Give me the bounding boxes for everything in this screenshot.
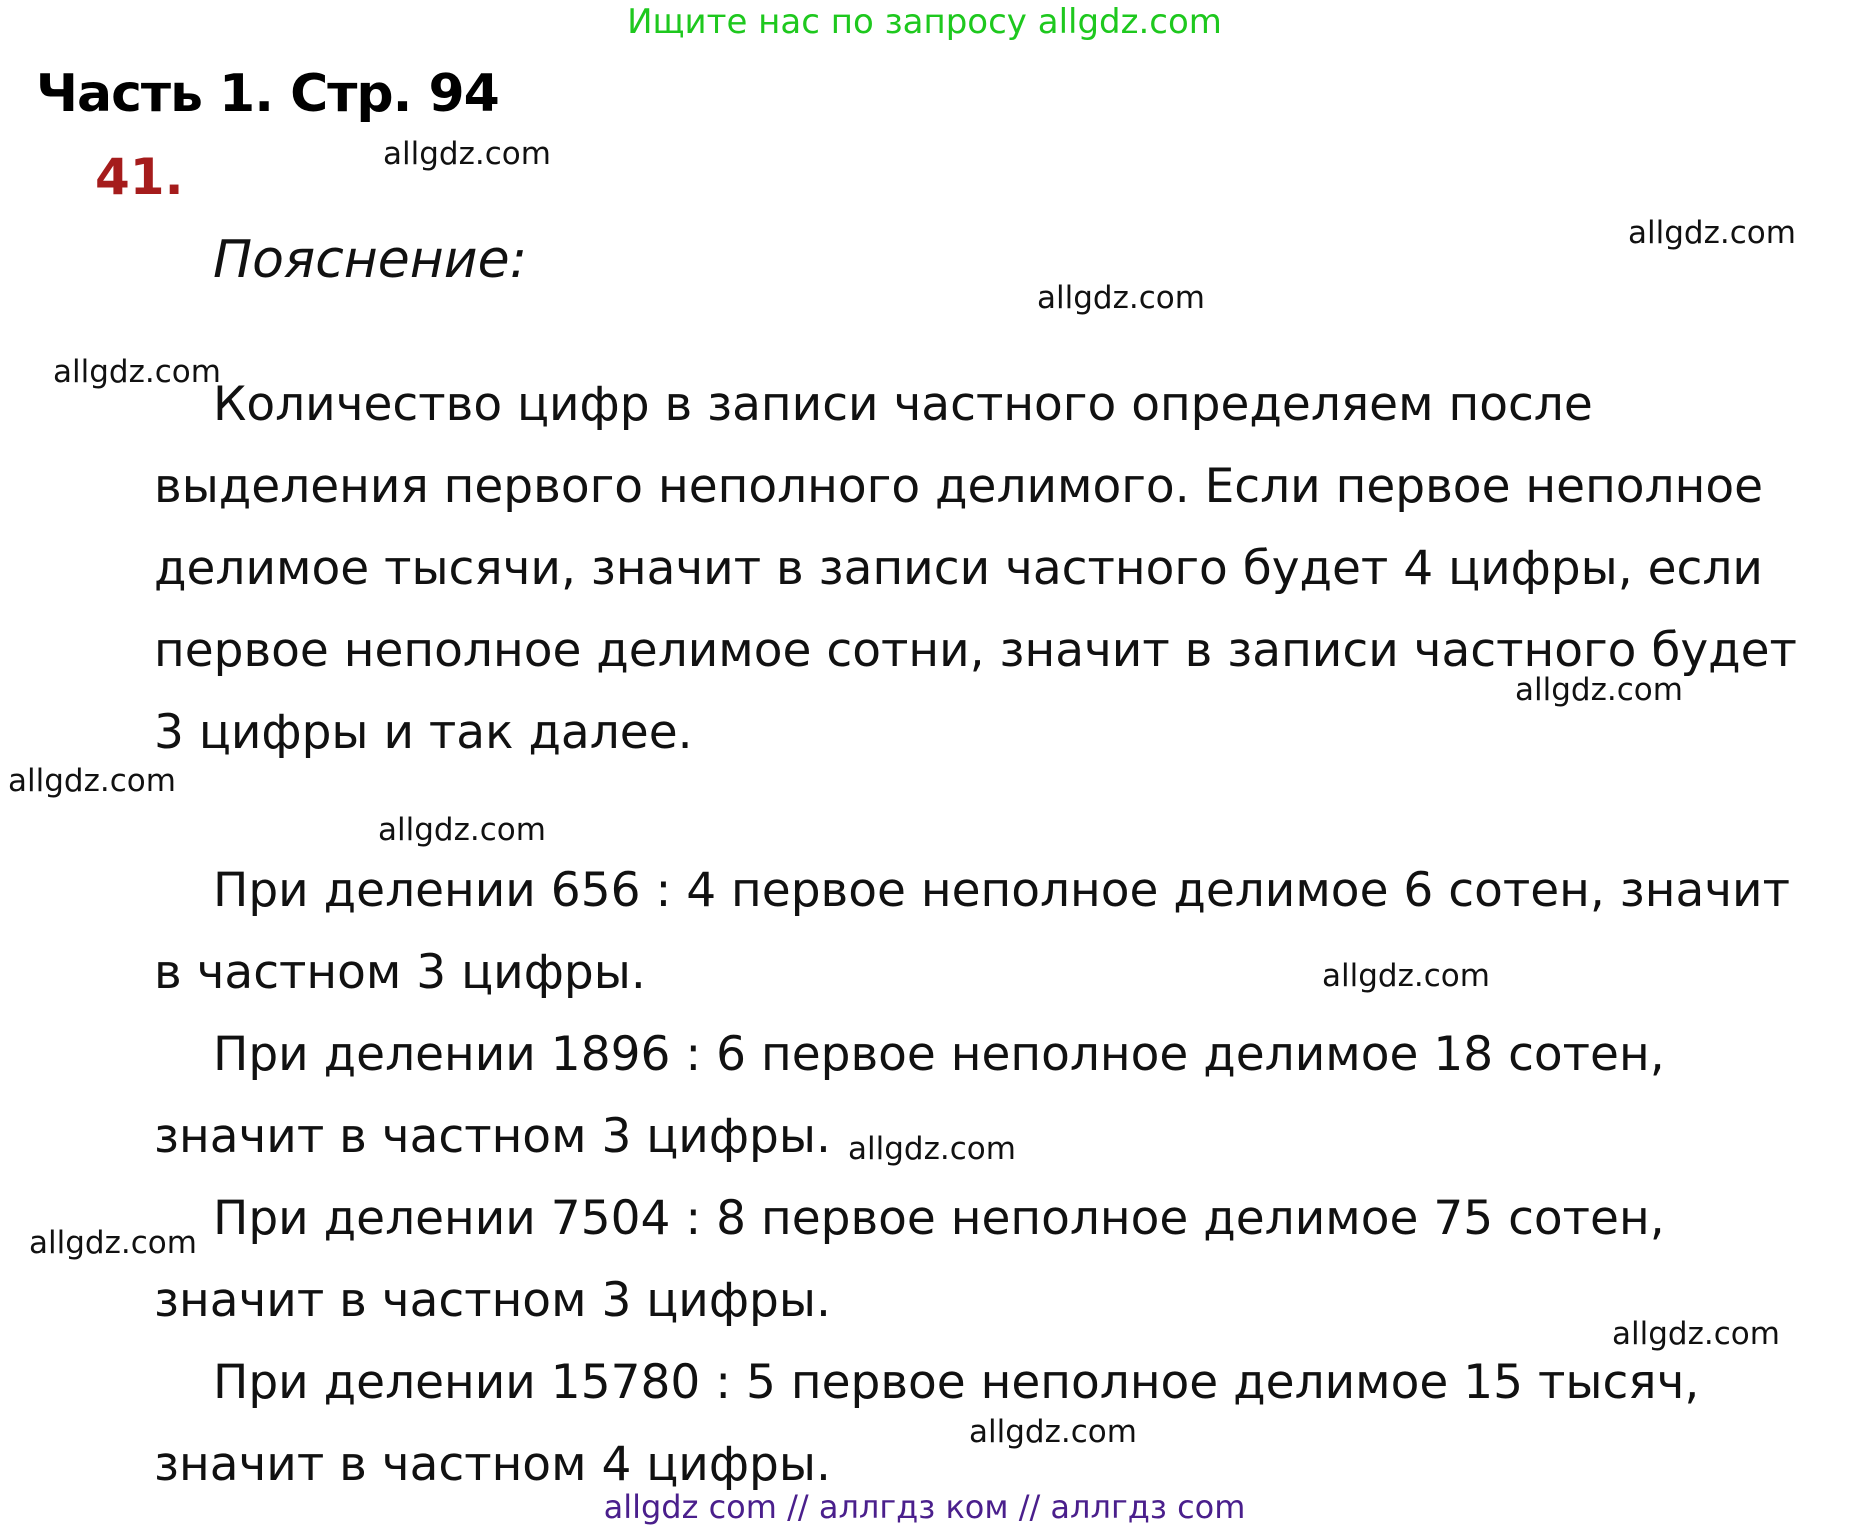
explanation-line: Количество цифр в записи частного определяем после [213,377,1593,432]
example-line: в частном 3 цифры. [154,945,646,1000]
watermark: allgdz.com [1515,672,1683,708]
example-line: При делении 7504 : 8 первое неполное делимое 75 сотен, [213,1191,1665,1246]
example-line: значит в частном 4 цифры. [154,1437,831,1492]
watermark: allgdz.com [848,1131,1016,1167]
example-line: При делении 656 : 4 первое неполное делимое 6 сотен, значит [213,863,1790,918]
explanation-line: делимое тысячи, значит в записи частного будет 4 цифры, если [154,541,1763,596]
example-line: При делении 1896 : 6 первое неполное делимое 18 сотен, [213,1027,1665,1082]
explanation-line: выделения первого неполного делимого. Если первое неполное [154,459,1763,514]
explanation-line: первое неполное делимое сотни, значит в записи частного будет [154,623,1797,678]
watermark: allgdz.com [969,1414,1137,1450]
page-title: Часть 1. Стр. 94 [36,64,499,124]
watermark: allgdz.com [378,812,546,848]
watermark: allgdz.com [29,1225,197,1261]
example-line: значит в частном 3 цифры. [154,1273,831,1328]
watermark: allgdz.com [1322,958,1490,994]
explanation-line: 3 цифры и так далее. [154,705,693,760]
watermark: allgdz.com [1037,280,1205,316]
search-banner: Ищите нас по запросу allgdz.com [627,2,1222,42]
example-line: значит в частном 3 цифры. [154,1109,831,1164]
watermark: allgdz.com [383,136,551,172]
watermark: allgdz.com [53,354,221,390]
watermark: allgdz.com [8,763,176,799]
footer-links: allgdz com // аллгдз ком // аллгдз com [603,1488,1246,1526]
task-number: 41. [95,148,184,206]
explanation-heading: Пояснение: [213,230,528,290]
watermark: allgdz.com [1628,215,1796,251]
watermark: allgdz.com [1612,1316,1780,1352]
example-line: При делении 15780 : 5 первое неполное делимое 15 тысяч, [213,1355,1700,1410]
